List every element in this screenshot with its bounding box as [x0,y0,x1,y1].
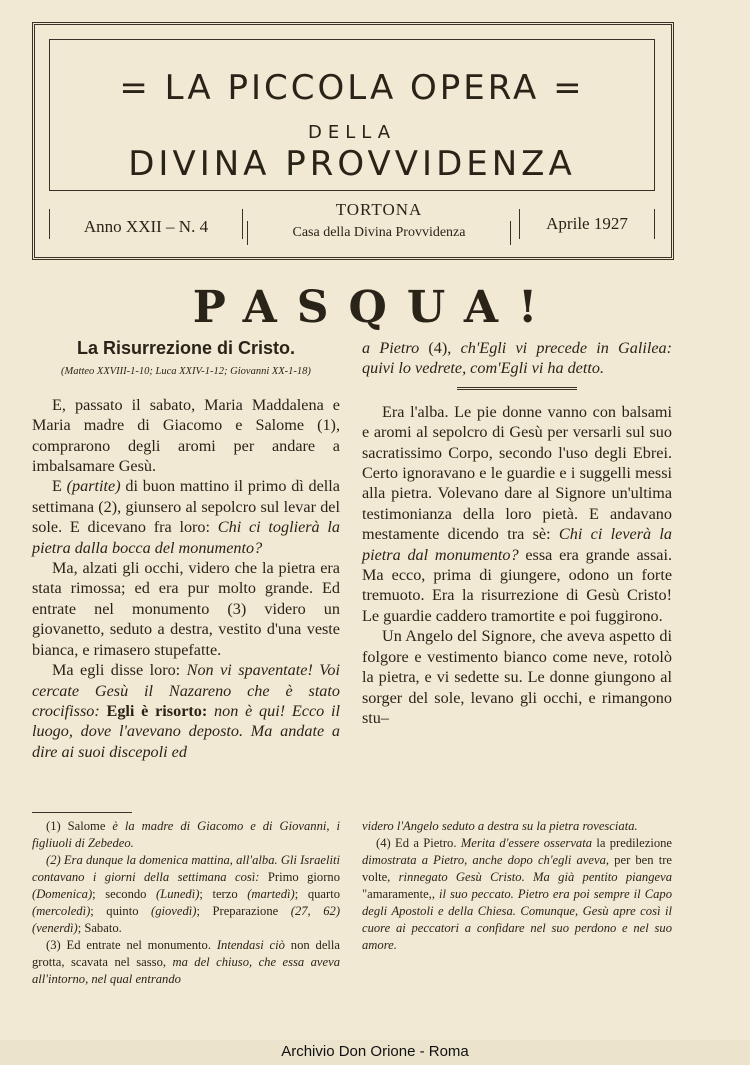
paragraph: Ma egli disse loro: Non vi spaventate! Voi cercate Gesù il Nazareno che è stato crocifisso: Egli è risorto: non è qui! Ecco il luogo, dove l'avevano deposto. Ma andate a dire ai suoi discepoli ed [32,661,340,761]
headline: PASQUA! [192,282,558,333]
footnote: (2) Era dunque la domenica mattina, all'alba. Gli Israeliti contavano i giorni della settimana così: Primo giorno (Domenica); secondo (Lunedì); terzo (martedì); quarto (mercoledì); quinto (giovedì); Preparazione (27, 62) (venerdì); Sabato. [32,853,341,935]
archive-footer: Archivio Don Orione - Roma [281,1043,469,1060]
masthead [32,22,674,260]
footnote: (1) Salome è la madre di Giacomo e di Giovanni, i figliuoli di Zebedeo. [32,819,340,850]
issue-number: Anno XXII – N. 4 [49,209,243,239]
paragraph: Era l'alba. Le pie donne vanno con balsami e aromi al sepolcro di Gesù per versarli sul suo sacratissimo Corpo, secondo l'uso degli Ebrei. Certo ignoravano e le guardie e i suggelli messi alla pietra. Volevano dare al Signore un'ultima testimonianza della loro pietà. E andavano mestamente dicendo tra sè: Chi ci leverà la pietra dal monumento? essa era grande assai. Ma ecco, prima di giungere, odono un forte tremuoto. Era la risurrezione di Gesù Cristo! Le guardie caddero tramortite e poi fuggirono. [362,402,673,625]
masthead-info-bar [49,201,655,241]
paragraph: E, passato il sabato, Maria Maddalena e Maria madre di Giacomo e Salome (1), comprarono degli aromi per andare a imbalsamare Gesù. [32,395,340,476]
publisher-city: TORTONA [335,200,423,219]
publisher-house: Casa della Divina Provvidenza [247,221,511,245]
paragraph: Ma, alzati gli occhi, videro che la pietra era stata rimossa; ed era pur molto grande. Ed entrate nel monumento (3) videro un giovanetto, seduto a destra, vestito d'una veste bianca, e rimasero stupefatte. [32,559,340,659]
issue-date: Aprile 1927 [519,209,655,239]
left-column [32,338,340,762]
article-title: La Risurrezione di Cristo. [76,338,296,358]
section-divider [457,387,577,390]
footnotes-right [362,818,672,954]
masthead-title-line2: DELLA [307,122,397,143]
publisher-place [247,201,511,245]
masthead-title-line3: DIVINA PROVVIDENZA [128,144,576,184]
footnote: videro l'Angelo seduto a destra su la pietra rovesciata. [362,819,638,833]
paragraph: Un Angelo del Signore, che aveva aspetto di folgore e vestimento bianco come neve, rotolò la pietra, e vi sedette su. Le donne giungono al sorger del sole, levano gli occhi, e rimangono stu– [362,627,672,727]
footnote: (3) Ed entrate nel monumento. Intendasi ciò non della grotta, scavata nel sasso, ma del chiuso, che essa aveva all'intorno, nel qual entrando [32,938,341,986]
right-column [362,338,672,728]
masthead-title-box [49,39,655,191]
footnote: (4) Ed a Pietro. Merita d'essere osservata la predilezione dimostrata a Pietro, anche dopo ch'egli aveva, per ben tre volte, rinnegato Gesù Cristo. Ma già pentito piangeva "amaramente,, il suo peccato. Pietro era poi sempre il Capo degli Apostoli e della Chiesa. Comunque, Gesù apre così il cuore ai peccatori a confidare nel suo perdono e nel suo amore. [362,836,672,952]
masthead-title-line1: = LA PICCOLA OPERA = [119,68,585,108]
paragraph: E (partite) di buon mattino il primo dì della settimana (2), giunsero al sepolcro sul levar del sole. E dicevano fra loro: Chi ci toglierà la pietra dalla bocca del monumento? [32,477,341,557]
footnote-rule [32,812,132,813]
gospel-references: (Matteo XXVIII-1-10; Luca XXIV-1-12; Giovanni XX-1-18) [61,366,311,378]
footnotes-left [32,818,340,988]
paragraph: a Pietro (4), ch'Egli vi precede in Galilea: quivi lo vedrete, com'Egli vi ha detto. [362,339,673,378]
